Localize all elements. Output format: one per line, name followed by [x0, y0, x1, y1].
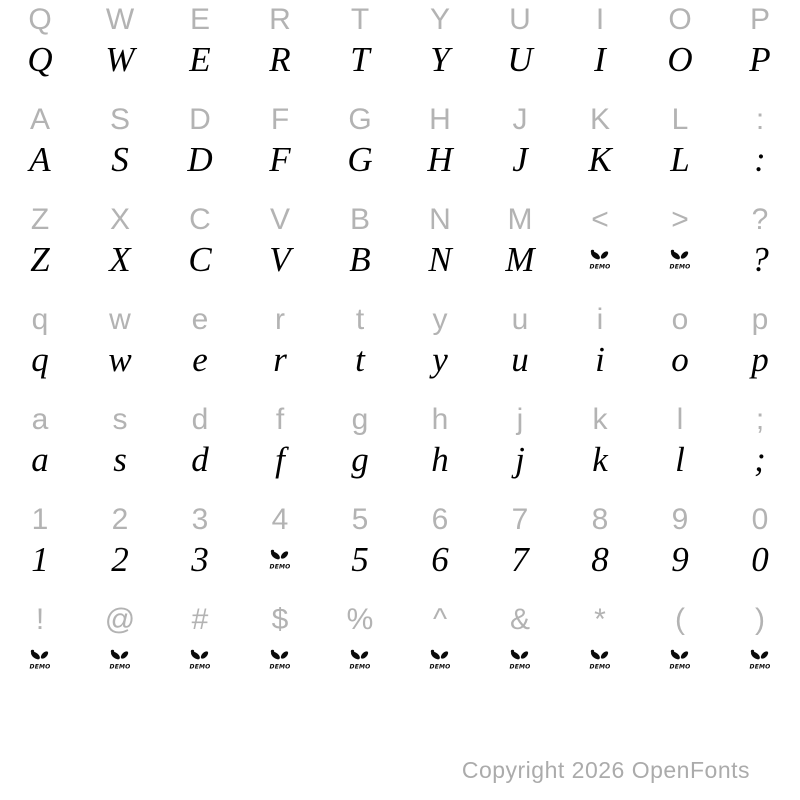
preview-row — [0, 242, 800, 278]
glyph-cell: G — [348, 103, 372, 136]
glyph-cell: R — [269, 40, 291, 79]
glyph-cell: y — [432, 303, 448, 336]
glyph-cell: t — [355, 340, 365, 379]
glyph-cell: q — [31, 303, 49, 336]
glyph-cell: S — [111, 140, 129, 179]
glyph-cell: s — [113, 440, 127, 479]
glyph-cell: B — [349, 203, 370, 236]
glyph-cell: Y — [430, 40, 450, 79]
glyph-cell: M — [507, 203, 533, 236]
glyph-cell: 8 — [591, 540, 609, 579]
glyph-cell: ) — [755, 603, 765, 636]
svg-text:DEMO: DEMO — [269, 663, 291, 671]
demo-glyph — [400, 642, 480, 678]
copyright-text: Copyright 2026 OpenFonts — [461, 757, 750, 783]
glyph-cell: 5 — [351, 503, 369, 536]
demo-glyph — [480, 642, 560, 678]
glyph-cell: < — [591, 203, 609, 236]
svg-text:DEMO: DEMO — [669, 263, 691, 271]
glyph-cell: e — [191, 303, 209, 336]
glyph-cell: A — [29, 140, 51, 179]
glyph-cell: 1 — [31, 540, 49, 579]
svg-text:DEMO: DEMO — [589, 663, 611, 671]
glyph-cell: Q — [28, 3, 52, 36]
glyph-cell: j — [515, 440, 525, 479]
demo-glyph — [320, 642, 400, 678]
glyph-cell: 6 — [431, 540, 449, 579]
demo-stamp-icon — [188, 647, 212, 671]
glyph-cell: a — [31, 403, 49, 436]
preview-row — [0, 42, 800, 78]
demo-stamp-icon — [668, 247, 692, 271]
svg-text:DEMO: DEMO — [29, 663, 51, 671]
char-group — [0, 600, 800, 700]
demo-glyph — [160, 642, 240, 678]
glyph-cell: g — [351, 440, 369, 479]
glyph-cell: V — [269, 240, 291, 279]
glyph-cell: 0 — [751, 540, 769, 579]
glyph-cell: F — [270, 103, 290, 136]
glyph-cell: I — [594, 40, 606, 79]
reference-row — [0, 604, 800, 636]
reference-row — [0, 104, 800, 136]
char-group — [0, 300, 800, 400]
glyph-cell: T — [350, 40, 370, 79]
glyph-cell: ; — [755, 403, 765, 436]
glyph-cell: Z — [30, 203, 50, 236]
svg-text:DEMO: DEMO — [509, 663, 531, 671]
glyph-cell: y — [432, 340, 448, 379]
glyph-cell: 9 — [671, 540, 689, 579]
svg-text:DEMO: DEMO — [189, 663, 211, 671]
glyph-cell: 6 — [431, 503, 449, 536]
glyph-cell: P — [749, 3, 770, 36]
demo-glyph — [240, 542, 320, 578]
char-group — [0, 100, 800, 200]
glyph-cell: u — [511, 303, 529, 336]
glyph-cell: L — [670, 140, 690, 179]
glyph-cell: X — [109, 240, 131, 279]
glyph-cell: J — [512, 103, 528, 136]
demo-stamp-icon — [748, 647, 772, 671]
demo-stamp-icon — [28, 647, 52, 671]
glyph-cell: K — [589, 103, 610, 136]
glyph-cell: u — [511, 340, 529, 379]
glyph-cell: V — [269, 203, 290, 236]
glyph-cell: : — [754, 140, 766, 179]
demo-stamp-icon — [348, 647, 372, 671]
glyph-cell: a — [31, 440, 49, 479]
glyph-cell: % — [346, 603, 374, 636]
svg-text:DEMO: DEMO — [109, 663, 131, 671]
glyph-cell: I — [595, 3, 605, 36]
svg-text:DEMO: DEMO — [749, 663, 771, 671]
svg-text:DEMO: DEMO — [349, 663, 371, 671]
glyph-cell: 8 — [591, 503, 609, 536]
demo-stamp-icon — [268, 547, 292, 571]
glyph-cell: : — [755, 103, 765, 136]
char-group — [0, 0, 800, 100]
glyph-cell: @ — [104, 603, 136, 636]
glyph-cell: i — [595, 340, 605, 379]
glyph-cell: > — [671, 203, 689, 236]
glyph-cell: 7 — [511, 540, 529, 579]
demo-glyph — [640, 242, 720, 278]
preview-row — [0, 642, 800, 678]
glyph-cell: w — [108, 340, 132, 379]
glyph-cell: 3 — [191, 503, 209, 536]
demo-glyph — [0, 642, 80, 678]
demo-glyph — [240, 642, 320, 678]
svg-text:DEMO: DEMO — [669, 663, 691, 671]
svg-text:DEMO: DEMO — [429, 663, 451, 671]
demo-glyph — [80, 642, 160, 678]
glyph-cell: U — [509, 3, 531, 36]
demo-stamp-icon — [588, 647, 612, 671]
char-group — [0, 400, 800, 500]
glyph-cell: $ — [271, 603, 289, 636]
glyph-cell: 4 — [271, 503, 289, 536]
glyph-cell: W — [105, 40, 135, 79]
glyph-cell: h — [431, 403, 449, 436]
glyph-cell: Q — [27, 40, 53, 79]
glyph-cell: ^ — [432, 603, 448, 636]
glyph-cell: # — [191, 603, 209, 636]
glyph-cell: O — [667, 40, 693, 79]
glyph-cell: t — [355, 303, 365, 336]
glyph-cell: D — [187, 140, 213, 179]
glyph-cell: K — [588, 140, 612, 179]
demo-stamp-icon — [508, 647, 532, 671]
glyph-cell: p — [751, 303, 769, 336]
glyph-cell: ; — [754, 440, 766, 479]
glyph-cell: f — [275, 440, 285, 479]
reference-row — [0, 204, 800, 236]
glyph-cell: ? — [751, 203, 769, 236]
glyph-cell: w — [109, 303, 131, 336]
glyph-cell: k — [592, 440, 608, 479]
glyph-cell: 3 — [191, 540, 209, 579]
glyph-cell: f — [275, 403, 285, 436]
glyph-cell: E — [189, 40, 211, 79]
glyph-cell: B — [349, 240, 371, 279]
demo-glyph — [640, 642, 720, 678]
glyph-cell: O — [668, 3, 692, 36]
reference-row — [0, 404, 800, 436]
glyph-cell: N — [428, 240, 452, 279]
glyph-cell: D — [189, 103, 211, 136]
demo-stamp-icon — [588, 247, 612, 271]
glyph-cell: & — [509, 603, 530, 636]
glyph-cell: q — [31, 340, 49, 379]
glyph-cell: d — [191, 440, 209, 479]
glyph-cell: * — [594, 603, 606, 636]
glyph-cell: X — [109, 203, 130, 236]
demo-glyph — [720, 642, 800, 678]
glyph-cell: N — [429, 203, 451, 236]
glyph-cell: W — [105, 3, 135, 36]
glyph-cell: 0 — [751, 503, 769, 536]
glyph-cell: j — [516, 403, 524, 436]
preview-row — [0, 342, 800, 378]
glyph-cell: ( — [675, 603, 685, 636]
glyph-cell: s — [112, 403, 128, 436]
glyph-cell: M — [505, 240, 535, 279]
glyph-cell: H — [429, 103, 451, 136]
glyph-cell: l — [675, 440, 685, 479]
demo-stamp-icon — [108, 647, 132, 671]
preview-row — [0, 542, 800, 578]
glyph-cell: k — [592, 403, 608, 436]
glyph-cell: A — [29, 103, 50, 136]
glyph-cell: C — [188, 240, 212, 279]
glyph-cell: R — [269, 3, 291, 36]
svg-text:DEMO: DEMO — [269, 563, 291, 571]
glyph-cell: r — [273, 340, 287, 379]
glyph-cell: F — [269, 140, 291, 179]
glyph-cell: o — [671, 340, 689, 379]
glyph-cell: h — [431, 440, 449, 479]
glyph-cell: r — [275, 303, 285, 336]
glyph-cell: 7 — [511, 503, 529, 536]
glyph-cell: 2 — [111, 503, 129, 536]
glyph-cell: J — [512, 140, 528, 179]
glyph-cell: g — [351, 403, 369, 436]
demo-stamp-icon — [268, 647, 292, 671]
glyph-cell: l — [676, 403, 684, 436]
glyph-cell: 2 — [111, 540, 129, 579]
glyph-cell: Z — [30, 240, 50, 279]
glyph-cell: G — [347, 140, 373, 179]
glyph-cell: T — [350, 3, 370, 36]
glyph-cell: E — [189, 3, 210, 36]
glyph-cell: ! — [35, 603, 45, 636]
preview-row — [0, 442, 800, 478]
glyph-cell: L — [671, 103, 689, 136]
glyph-cell: e — [192, 340, 208, 379]
glyph-cell: S — [109, 103, 130, 136]
glyph-cell: Y — [429, 3, 450, 36]
svg-text:DEMO: DEMO — [589, 263, 611, 271]
reference-row — [0, 304, 800, 336]
glyph-cell: 1 — [31, 503, 49, 536]
demo-glyph — [560, 242, 640, 278]
demo-stamp-icon — [428, 647, 452, 671]
glyph-cell: i — [596, 303, 604, 336]
glyph-cell: U — [507, 40, 533, 79]
preview-row — [0, 142, 800, 178]
reference-row — [0, 4, 800, 36]
glyph-cell: 5 — [351, 540, 369, 579]
glyph-cell: C — [189, 203, 211, 236]
demo-glyph — [560, 642, 640, 678]
reference-row — [0, 504, 800, 536]
glyph-cell: H — [427, 140, 453, 179]
glyph-cell: o — [671, 303, 689, 336]
char-group — [0, 200, 800, 300]
glyph-cell: p — [751, 340, 769, 379]
glyph-cell: 9 — [671, 503, 689, 536]
char-group — [0, 500, 800, 600]
glyph-cell: P — [749, 40, 771, 79]
demo-stamp-icon — [668, 647, 692, 671]
glyph-cell: ? — [751, 240, 769, 279]
glyph-cell: d — [191, 403, 209, 436]
